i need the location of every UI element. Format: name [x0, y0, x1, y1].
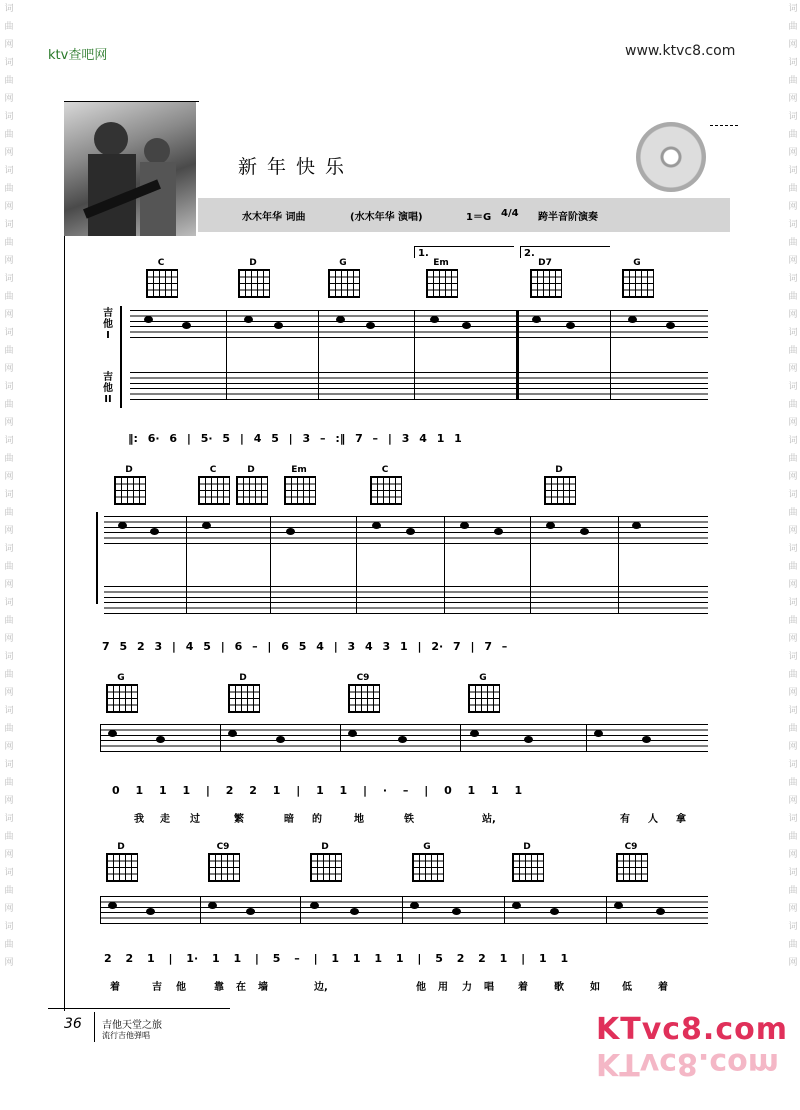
barline — [606, 896, 607, 924]
lyric-char: 我 — [134, 814, 144, 825]
artist-photo — [64, 102, 196, 236]
tab-note — [494, 528, 503, 535]
tab-note — [550, 908, 559, 915]
number-notation-line: 2 2 1 | 1· 1 1 | 5 – | 1 1 1 1 | 5 2 2 1 | 1 1 — [104, 952, 569, 965]
barline — [100, 896, 101, 924]
tab-note — [546, 522, 555, 529]
chord-diagram: C — [368, 465, 402, 505]
guitar2-label: 吉他II — [103, 372, 113, 405]
page-number: 36 — [64, 1016, 82, 1032]
tab-note — [614, 902, 623, 909]
composer: 水木年华 词曲 — [242, 212, 306, 223]
chord-diagram: G — [620, 258, 654, 298]
chord-diagram: Em — [424, 258, 458, 298]
tab-note — [350, 908, 359, 915]
tab-note — [410, 902, 419, 909]
volta-1-label: 1. — [418, 248, 429, 259]
tab-note — [336, 316, 345, 323]
difficulty-note: 跨半音阶演奏 — [538, 212, 598, 223]
tab-note — [372, 522, 381, 529]
lyric-char: 低 — [622, 982, 632, 993]
lyric-char: 地 — [354, 814, 364, 825]
chord-diagram: G — [326, 258, 360, 298]
frame-bottom — [48, 1008, 230, 1009]
tab-note — [512, 902, 521, 909]
tab-note — [202, 522, 211, 529]
tab-note — [452, 908, 461, 915]
barline — [200, 896, 201, 924]
lyric-char: 他 — [416, 982, 426, 993]
number-notation-line: ‖: 6· 6 | 5· 5 | 4 5 | 3 – :‖ 7 – | 3 4 1 1 — [128, 432, 462, 445]
barline — [460, 724, 461, 752]
lyric-char: 有 — [620, 814, 630, 825]
key-signature: 1＝G — [466, 212, 492, 223]
tab-staff-guitar1 — [100, 896, 708, 924]
barline — [618, 516, 619, 614]
site-logo-reflection: KTvc8.com — [596, 1046, 779, 1081]
lyric-char: 的 — [312, 814, 322, 825]
chord-diagram: C9 — [206, 842, 240, 882]
tab-note — [118, 522, 127, 529]
cd-icon — [636, 122, 706, 192]
chord-diagram: D — [234, 465, 268, 505]
chord-diagram: G — [466, 673, 500, 713]
lyric-char: 人 — [648, 814, 658, 825]
tab-note — [146, 908, 155, 915]
tab-note — [182, 322, 191, 329]
tab-note — [274, 322, 283, 329]
lyric-char: 着 — [518, 982, 528, 993]
footer-divider — [94, 1012, 95, 1042]
tab-note — [430, 316, 439, 323]
barline — [414, 310, 415, 400]
volta-2-label: 2. — [524, 248, 535, 259]
tab-note — [632, 522, 641, 529]
chord-diagram: C9 — [614, 842, 648, 882]
lyric-char: 边, — [314, 982, 328, 993]
system-brace — [96, 512, 98, 604]
barline — [340, 724, 341, 752]
guitar1-label: 吉他I — [103, 308, 113, 341]
tab-note — [108, 902, 117, 909]
tab-note — [566, 322, 575, 329]
lyric-char: 暗 — [284, 814, 294, 825]
system-brace — [120, 306, 122, 408]
lyric-char: 繁 — [234, 814, 244, 825]
barline — [220, 724, 221, 752]
lyric-char: 站, — [482, 814, 496, 825]
site-logo[interactable]: KTvc8.com — [596, 1012, 788, 1047]
lyric-char: 铁 — [404, 814, 414, 825]
tab-note — [532, 316, 541, 323]
chord-diagram: D — [104, 842, 138, 882]
barline — [444, 516, 445, 614]
chord-diagram: D — [510, 842, 544, 882]
tab-staff-guitar2 — [130, 372, 708, 400]
tab-note — [244, 316, 253, 323]
lyric-char: 吉 — [152, 982, 162, 993]
song-info-bar — [198, 198, 730, 232]
left-watermark: 词曲网词曲网词曲网词曲网词曲网词曲网词曲网词曲网词曲网词曲网词曲网词曲网词曲网词曲网词曲网词曲网词曲网词曲网 — [4, 4, 14, 968]
chord-diagram: C9 — [346, 673, 380, 713]
tab-note — [276, 736, 285, 743]
lyric-char: 靠 — [214, 982, 224, 993]
barline — [226, 310, 227, 400]
lyric-char: 唱 — [484, 982, 494, 993]
tab-note — [286, 528, 295, 535]
tab-note — [406, 528, 415, 535]
chord-diagram: D — [236, 258, 270, 298]
tab-note — [656, 908, 665, 915]
number-notation-line: 7 5 2 3 | 4 5 | 6 – | 6 5 4 | 3 4 3 1 | 2· 7 | 7 – — [102, 640, 508, 653]
volta-1-hook — [414, 246, 415, 258]
tab-note — [228, 730, 237, 737]
chord-diagram: D — [308, 842, 342, 882]
lyric-char: 着 — [658, 982, 668, 993]
time-signature: 4/4 — [501, 208, 519, 219]
book-subtitle: 流行吉他弹唱 — [102, 1031, 150, 1040]
tab-note — [462, 322, 471, 329]
barline — [318, 310, 319, 400]
number-notation-line: 0 1 1 1 | 2 2 1 | 1 1 | · – | 0 1 1 1 — [112, 784, 523, 797]
tab-note — [108, 730, 117, 737]
barline — [402, 896, 403, 924]
chord-diagram: G — [410, 842, 444, 882]
lyric-char: 过 — [190, 814, 200, 825]
lyric-char: 力 — [462, 982, 472, 993]
volta-1-line — [414, 246, 514, 247]
tab-note — [366, 322, 375, 329]
tab-note — [666, 322, 675, 329]
arranger: (水木年华 演唱) — [350, 212, 423, 223]
tab-note — [470, 730, 479, 737]
book-title: 吉他天堂之旅 — [102, 1020, 162, 1031]
chord-diagram: G — [104, 673, 138, 713]
tab-note — [246, 908, 255, 915]
barline — [186, 516, 187, 614]
volta-2-hook — [520, 246, 521, 258]
lyric-char: 他 — [176, 982, 186, 993]
tab-note — [524, 736, 533, 743]
barline — [610, 310, 611, 400]
tab-note — [398, 736, 407, 743]
lyric-char: 用 — [438, 982, 448, 993]
tab-note — [208, 902, 217, 909]
chord-diagram: C — [196, 465, 230, 505]
barline — [300, 896, 301, 924]
site-name[interactable]: ktv查吧网 — [48, 48, 108, 63]
lyric-char: 着 — [110, 982, 120, 993]
tab-staff-guitar1 — [130, 310, 708, 338]
lyric-char: 歌 — [554, 982, 564, 993]
barline — [270, 516, 271, 614]
site-url[interactable]: www.ktvc8.com — [625, 43, 736, 59]
right-watermark: 词曲网词曲网词曲网词曲网词曲网词曲网词曲网词曲网词曲网词曲网词曲网词曲网词曲网词曲网词曲网词曲网词曲网词曲网 — [788, 4, 798, 968]
chord-diagram: D7 — [528, 258, 562, 298]
repeat-barline — [516, 310, 519, 400]
frame-left — [64, 101, 65, 1011]
frame-corner — [710, 125, 738, 127]
lyric-char: 墙 — [258, 982, 268, 993]
chord-diagram: D — [226, 673, 260, 713]
tab-note — [144, 316, 153, 323]
tab-note — [580, 528, 589, 535]
tab-note — [642, 736, 651, 743]
chord-diagram: D — [112, 465, 146, 505]
lyric-char: 走 — [160, 814, 170, 825]
lyric-char: 在 — [236, 982, 246, 993]
tab-note — [628, 316, 637, 323]
chord-diagram: D — [542, 465, 576, 505]
chord-diagram: C — [144, 258, 178, 298]
barline — [504, 896, 505, 924]
song-title: 新年快乐 — [238, 156, 355, 178]
barline — [356, 516, 357, 614]
barline — [586, 724, 587, 752]
tab-note — [310, 902, 319, 909]
tab-note — [156, 736, 165, 743]
lyric-char: 如 — [590, 982, 600, 993]
volta-2-line — [520, 246, 610, 247]
tab-note — [594, 730, 603, 737]
tab-note — [348, 730, 357, 737]
tab-note — [150, 528, 159, 535]
lyric-char: 拿 — [676, 814, 686, 825]
tab-note — [460, 522, 469, 529]
barline — [530, 516, 531, 614]
chord-diagram: Em — [282, 465, 316, 505]
barline — [100, 724, 101, 752]
